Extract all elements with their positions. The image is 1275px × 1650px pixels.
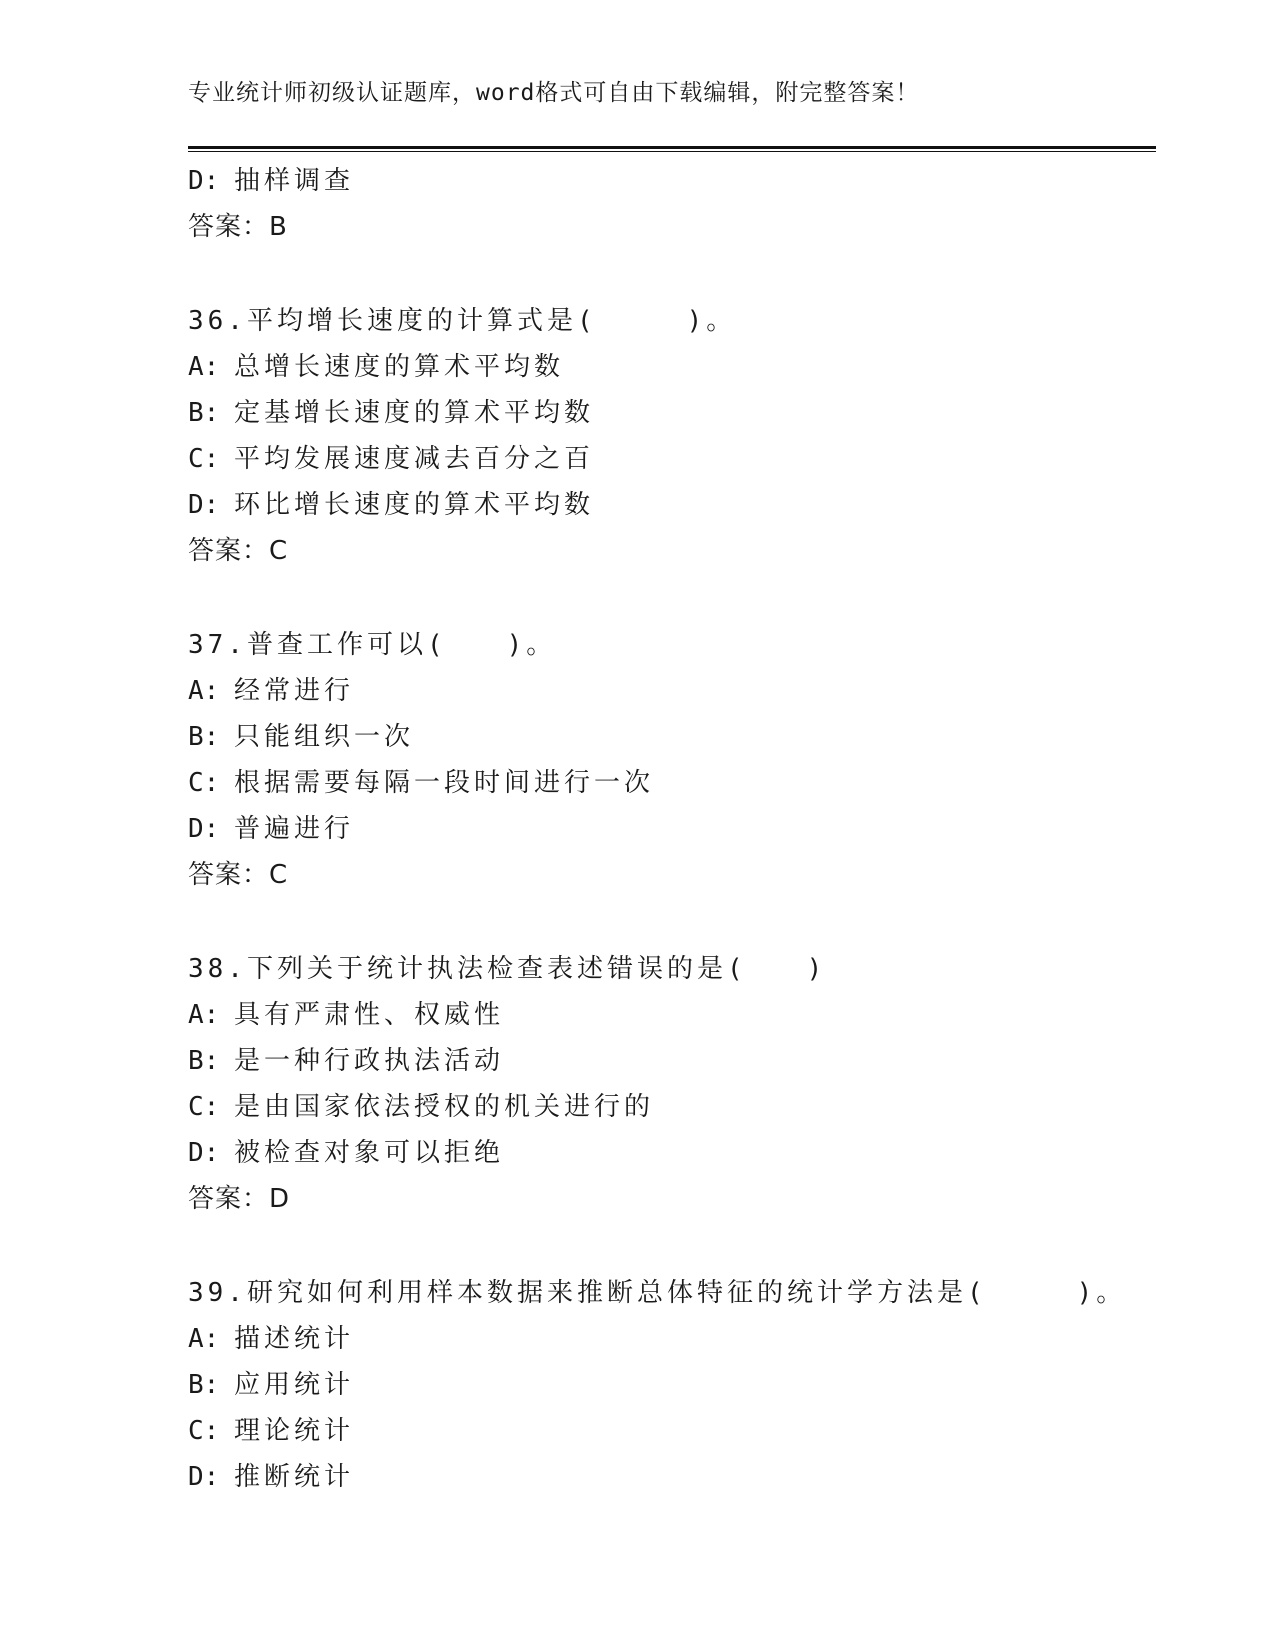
option-b [188, 1362, 1156, 1408]
header-divider-thick [188, 146, 1156, 149]
option-a [188, 1316, 1156, 1362]
option-text: 描述统计 [234, 1324, 355, 1354]
option-text: 经常进行 [234, 676, 355, 706]
option-key: B: [188, 398, 220, 428]
option-key: B: [188, 1046, 220, 1076]
page-header: 专业统计师初级认证题库，word格式可自由下载编辑，附完整答案！ [188, 80, 920, 106]
document-body [188, 158, 1156, 1500]
option-a [188, 668, 1156, 714]
option-key: C: [188, 1416, 220, 1446]
option-b [188, 1038, 1156, 1084]
option-text: 是由国家依法授权的机关进行的 [234, 1092, 655, 1122]
option-c [188, 760, 1156, 806]
question-stem: 36.平均增长速度的计算式是( )。 [188, 306, 737, 336]
option-text: 只能组织一次 [234, 722, 415, 752]
answer-line: 答案：B [188, 212, 288, 242]
option-text: 定基增长速度的算术平均数 [234, 398, 595, 428]
option-key: A: [188, 1000, 220, 1030]
option-text: 应用统计 [234, 1370, 355, 1400]
option-a [188, 992, 1156, 1038]
option-key: D: [188, 166, 220, 196]
option-d [188, 1130, 1156, 1176]
option-d [188, 158, 1156, 204]
question-36 [188, 298, 1156, 574]
option-key: A: [188, 1324, 220, 1354]
option-b [188, 714, 1156, 760]
option-d [188, 482, 1156, 528]
option-key: C: [188, 1092, 220, 1122]
question-stem: 37.普查工作可以( )。 [188, 630, 557, 660]
option-b [188, 390, 1156, 436]
option-text: 根据需要每隔一段时间进行一次 [234, 768, 655, 798]
option-text: 是一种行政执法活动 [234, 1046, 505, 1076]
option-key: B: [188, 722, 220, 752]
option-key: A: [188, 676, 220, 706]
option-text: 理论统计 [234, 1416, 355, 1446]
option-c [188, 1084, 1156, 1130]
question-37 [188, 622, 1156, 898]
header-divider-thin [188, 151, 1156, 152]
option-text: 抽样调查 [234, 166, 355, 196]
question-39 [188, 1270, 1156, 1500]
question-38 [188, 946, 1156, 1222]
option-key: C: [188, 768, 220, 798]
option-text: 环比增长速度的算术平均数 [234, 490, 595, 520]
question-stem: 38.下列关于统计执法检查表述错误的是( ) [188, 954, 827, 984]
option-text: 被检查对象可以拒绝 [234, 1138, 505, 1168]
option-key: D: [188, 814, 220, 844]
option-key: D: [188, 490, 220, 520]
option-d [188, 1454, 1156, 1500]
option-text: 具有严肃性、权威性 [234, 1000, 505, 1030]
option-c [188, 1408, 1156, 1454]
option-key: C: [188, 444, 220, 474]
carryover-question [188, 158, 1156, 250]
option-key: D: [188, 1462, 220, 1492]
option-d [188, 806, 1156, 852]
option-c [188, 436, 1156, 482]
option-text: 平均发展速度减去百分之百 [234, 444, 595, 474]
answer-line: 答案：D [188, 1184, 291, 1214]
option-text: 普遍进行 [234, 814, 355, 844]
option-key: A: [188, 352, 220, 382]
option-key: D: [188, 1138, 220, 1168]
answer-line: 答案：C [188, 536, 289, 566]
option-text: 总增长速度的算术平均数 [234, 352, 565, 382]
question-stem: 39.研究如何利用样本数据来推断总体特征的统计学方法是( )。 [188, 1278, 1127, 1308]
option-text: 推断统计 [234, 1462, 355, 1492]
option-key: B: [188, 1370, 220, 1400]
answer-line: 答案：C [188, 860, 289, 890]
option-a [188, 344, 1156, 390]
